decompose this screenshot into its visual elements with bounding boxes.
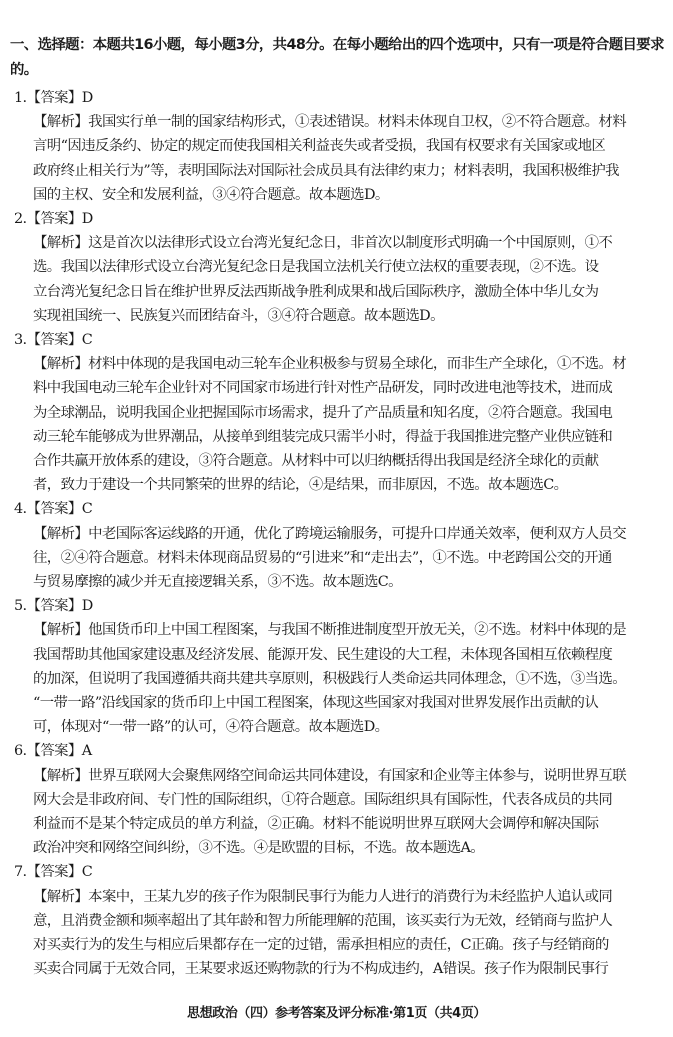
explanation-line: 利益而不是某个特定成员的单方利益，②正确。材料不能说明世界互联网大会调停和解决国际 xyxy=(33,816,599,832)
answer-tag: 【答案】 xyxy=(26,211,82,227)
answer-choice: D xyxy=(81,90,93,106)
answer-line xyxy=(14,207,664,231)
explanation-line: 言明“因违反条约、协定的规定而使我国相关利益丧失或者受损，我国有权要求有关国家或地区 xyxy=(33,138,606,155)
question-number: 7. xyxy=(14,864,27,881)
explanation-line: 政府终止相关行为”等，表明国际法对国际社会成员具有法律约束力；材料表明，我国积极维护我 xyxy=(33,162,619,179)
explanation-line: 意，且消费金额和频率超出了其年龄和智力所能理解的范围，该买卖行为无效，经销商与监护人 xyxy=(33,912,613,929)
answer-tag: 【答案】 xyxy=(26,743,82,760)
answer-choice: C xyxy=(81,332,93,348)
explanation-line: 【解析】本案中，王某九岁的孩子作为限制民事行为能力人进行的消费行为未经监护人追认或同 xyxy=(33,888,613,905)
section-heading: 一、选择题：本题共16小题，每小题3分，共48分。在每小题给出的四个选项中，只有一项是符合题目要求的。 xyxy=(10,37,664,78)
explanation-line: 立台湾光复纪念日旨在维护世界反法西斯战争胜利成果和战后国际秩序，激励全体中华儿女为 xyxy=(33,283,599,300)
answer-tag: 【答案】 xyxy=(26,501,82,518)
explanation-line: 料中我国电动三轮车企业针对不同国家市场进行针对性产品研发，同时改进电池等技术，进而成 xyxy=(33,380,613,397)
answer-choice: C xyxy=(81,501,93,518)
answer-line xyxy=(14,497,664,521)
question-number: 5. xyxy=(14,598,27,615)
explanation-line: 实现祖国统一、民族复兴而团结奋斗，③④符合题意。故本题选D。 xyxy=(33,307,444,324)
explanation-line: 我国帮助其他国家建设惠及经济发展、能源开发、民生建设的大工程，未体现各国相互依赖程度 xyxy=(33,646,613,663)
question-number: 4. xyxy=(14,501,27,518)
explanation-line: 为全球潮品，说明我国企业把握国际市场需求，提升了产品质量和知名度，②符合题意。我国电 xyxy=(33,404,613,421)
explanation-line: 选。我国以法律形式设立台湾光复纪念日是我国立法机关行使立法权的重要表现，②不选。设 xyxy=(33,259,599,276)
answer-tag: 【答案】 xyxy=(26,332,82,348)
page-footer: 思想政治（四）参考答案及评分标准·第1页（共4页） xyxy=(186,1006,487,1021)
explanation-line: 【解析】中老国际客运线路的开通，优化了跨境运输服务，可提升口岸通关效率，便利双方人员交 xyxy=(33,525,627,542)
answer-line xyxy=(14,739,664,763)
answer-choice: A xyxy=(81,743,92,760)
answer-tag: 【答案】 xyxy=(26,90,82,106)
answer-tag: 【答案】 xyxy=(26,598,82,615)
answer-line xyxy=(14,594,664,618)
question-number: 1. xyxy=(14,90,27,106)
answer-choice: D xyxy=(81,598,93,615)
question-number: 6. xyxy=(14,743,27,760)
explanation-line: 对买卖行为的发生与相应后果都存在一定的过错，需承担相应的责任，C正确。孩子与经销商的 xyxy=(33,937,609,953)
explanation-line: 【解析】他国货币印上中国工程图案，与我国不断推进制度型开放无关，②不选。材料中体现的是 xyxy=(33,622,627,639)
explanation-line: 往，②④符合题意。材料未体现商品贸易的“引进来”和“走出去”，①不选。中老跨国公交的开通 xyxy=(33,549,612,566)
explanation-line: 的加深，但说明了我国遵循共商共建共享原则，积极践行人类命运共同体理念，①不选，③当选。 xyxy=(33,670,627,687)
question-number: 2. xyxy=(14,211,27,227)
explanation-line: 【解析】材料中体现的是我国电动三轮车企业积极参与贸易全球化，而非生产全球化，①不选。材 xyxy=(33,356,627,373)
explanation-line: 者，致力于建设一个共同繁荣的世界的结论，④是结果，而非原因，不选。故本题选C。 xyxy=(33,477,568,494)
explanation-line: 可，体现对“一带一路”的认可，④符合题意。故本题选D。 xyxy=(33,719,389,736)
question-number: 3. xyxy=(14,332,27,348)
explanation-line: 【解析】这是首次以法律形式设立台湾光复纪念日，非首次以制度形式明确一个中国原则，①不 xyxy=(33,235,613,252)
explanation-line: 与贸易摩擦的减少并无直接逻辑关系，③不选。故本题选C。 xyxy=(33,574,402,590)
explanation-line: 合作共赢开放体系的建设，③符合题意。从材料中可以归纳概括得出我国是经济全球化的贡献 xyxy=(33,453,599,469)
explanation-line: 【解析】我国实行单一制的国家结构形式，①表述错误。材料未体现自卫权，②不符合题意。材料 xyxy=(33,114,627,131)
explanation-line: 政治冲突和网络空间纠纷，③不选。④是欧盟的目标，不选。故本题选A。 xyxy=(33,840,485,857)
explanation-line: 买卖合同属于无效合同，王某要求返还购物款的行为不构成违约，A错误。孩子作为限制民事行 xyxy=(33,961,609,978)
explanation-line: 【解析】世界互联网大会聚焦网络空间命运共同体建设，有国家和企业等主体参与，说明世界互联 xyxy=(33,767,627,784)
answer-line xyxy=(14,860,664,884)
explanation-line: “一带一路”沿线国家的货币印上中国工程图案，体现这些国家对我国对世界发展作出贡献的认 xyxy=(33,695,599,711)
answer-line xyxy=(14,86,664,110)
explanation-line: 动三轮车能够成为世界潮品，从接单到组装完成只需半小时，得益于我国推进完整产业供应链和 xyxy=(33,428,613,445)
explanation-line: 国的主权、安全和发展利益，③④符合题意。故本题选D。 xyxy=(33,186,389,203)
explanation-line: 网大会是非政府间、专门性的国际组织，①符合题意。国际组织具有国际性，代表各成员的共同 xyxy=(33,791,613,808)
answer-tag: 【答案】 xyxy=(26,864,82,881)
answer-choice: C xyxy=(81,864,93,881)
answer-choice: D xyxy=(81,211,93,227)
answer-line xyxy=(14,328,664,352)
